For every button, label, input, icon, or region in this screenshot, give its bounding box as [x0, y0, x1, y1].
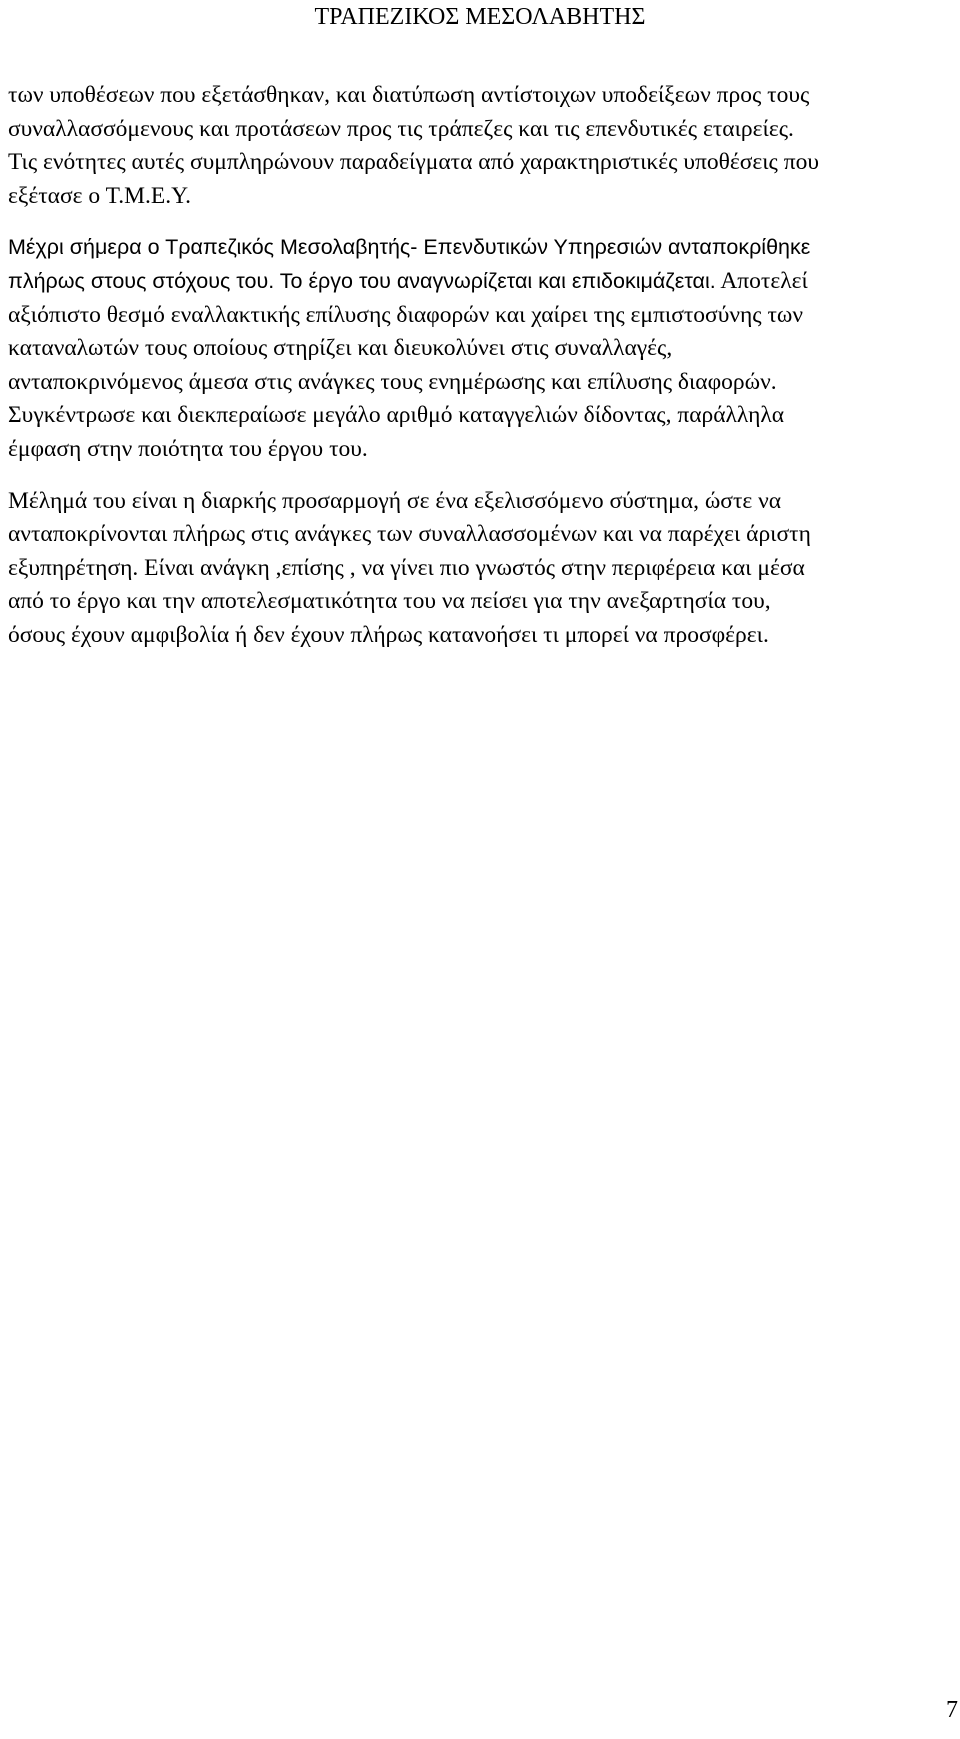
- text-line-sans-part: πλήρως στους στόχους του. Το έργο του αναγνωρίζεται και επιδοκιμάζεται.: [8, 268, 716, 293]
- text-line: ανταποκρίνονται πλήρως στις ανάγκες των συναλλασσομένων και να παρέχει άριστη: [8, 521, 811, 548]
- text-line: καταναλωτών τους οποίους στηρίζει και διευκολύνει στις συναλλαγές,: [8, 335, 673, 362]
- paragraph-2: [8, 231, 954, 466]
- text-line: Συγκέντρωσε και διεκπεραίωσε μεγάλο αριθμό καταγγελιών δίδοντας, παράλληλα: [8, 402, 785, 429]
- text-line: συναλλασσόμενους και προτάσεων προς τις τράπεζες και τις επενδυτικές εταιρείες.: [8, 115, 794, 142]
- text-line: αξιόπιστο θεσμό εναλλακτικής επίλυσης διαφορών και χαίρει της εμπιστοσύνης των: [8, 301, 803, 328]
- running-header: ΤΡΑΠΕΖΙΚΟΣ ΜΕΣΟΛΑΒΗΤΗΣ: [314, 4, 646, 30]
- text-line: όσους έχουν αμφιβολία ή δεν έχουν πλήρως κατανοήσει τι μπορεί να προσφέρει.: [8, 621, 769, 648]
- page-number: 7: [946, 1697, 958, 1723]
- text-line: ανταποκρινόμενος άμεσα στις ανάγκες τους ενημέρωσης και επίλυσης διαφορών.: [8, 368, 777, 395]
- text-line: Μέχρι σήμερα ο Τραπεζικός Μεσολαβητής- Επενδυτικών Υπηρεσιών ανταποκρίθηκε: [8, 235, 811, 260]
- text-line: Μέλημά του είναι η διαρκής προσαρμογή σε ένα εξελισσόμενο σύστημα, ώστε να: [8, 487, 782, 514]
- text-line: από το έργο και την αποτελεσματικότητα του να πείσει για την ανεξαρτησία του,: [8, 588, 771, 615]
- paragraph-1: [8, 79, 954, 213]
- text-line: εξέτασε ο Τ.Μ.Ε.Υ.: [8, 182, 191, 209]
- text-line: Τις ενότητες αυτές συμπληρώνουν παραδείγματα από χαρακτηριστικές υποθέσεις που: [8, 149, 819, 176]
- text-line-mixed: [8, 265, 954, 299]
- text-line-serif-part: Αποτελεί: [715, 267, 808, 294]
- paragraph-3: [8, 485, 954, 653]
- text-line: εξυπηρέτηση. Είναι ανάγκη ,επίσης , να γίνει πιο γνωστός στην περιφέρεια και μέσα: [8, 554, 805, 581]
- text-line: έμφαση στην ποιότητα του έργου του.: [8, 435, 368, 462]
- text-line: των υποθέσεων που εξετάσθηκαν, και διατύπωση αντίστοιχων υποδείξεων προς τους: [8, 82, 810, 108]
- body-text: [8, 79, 954, 671]
